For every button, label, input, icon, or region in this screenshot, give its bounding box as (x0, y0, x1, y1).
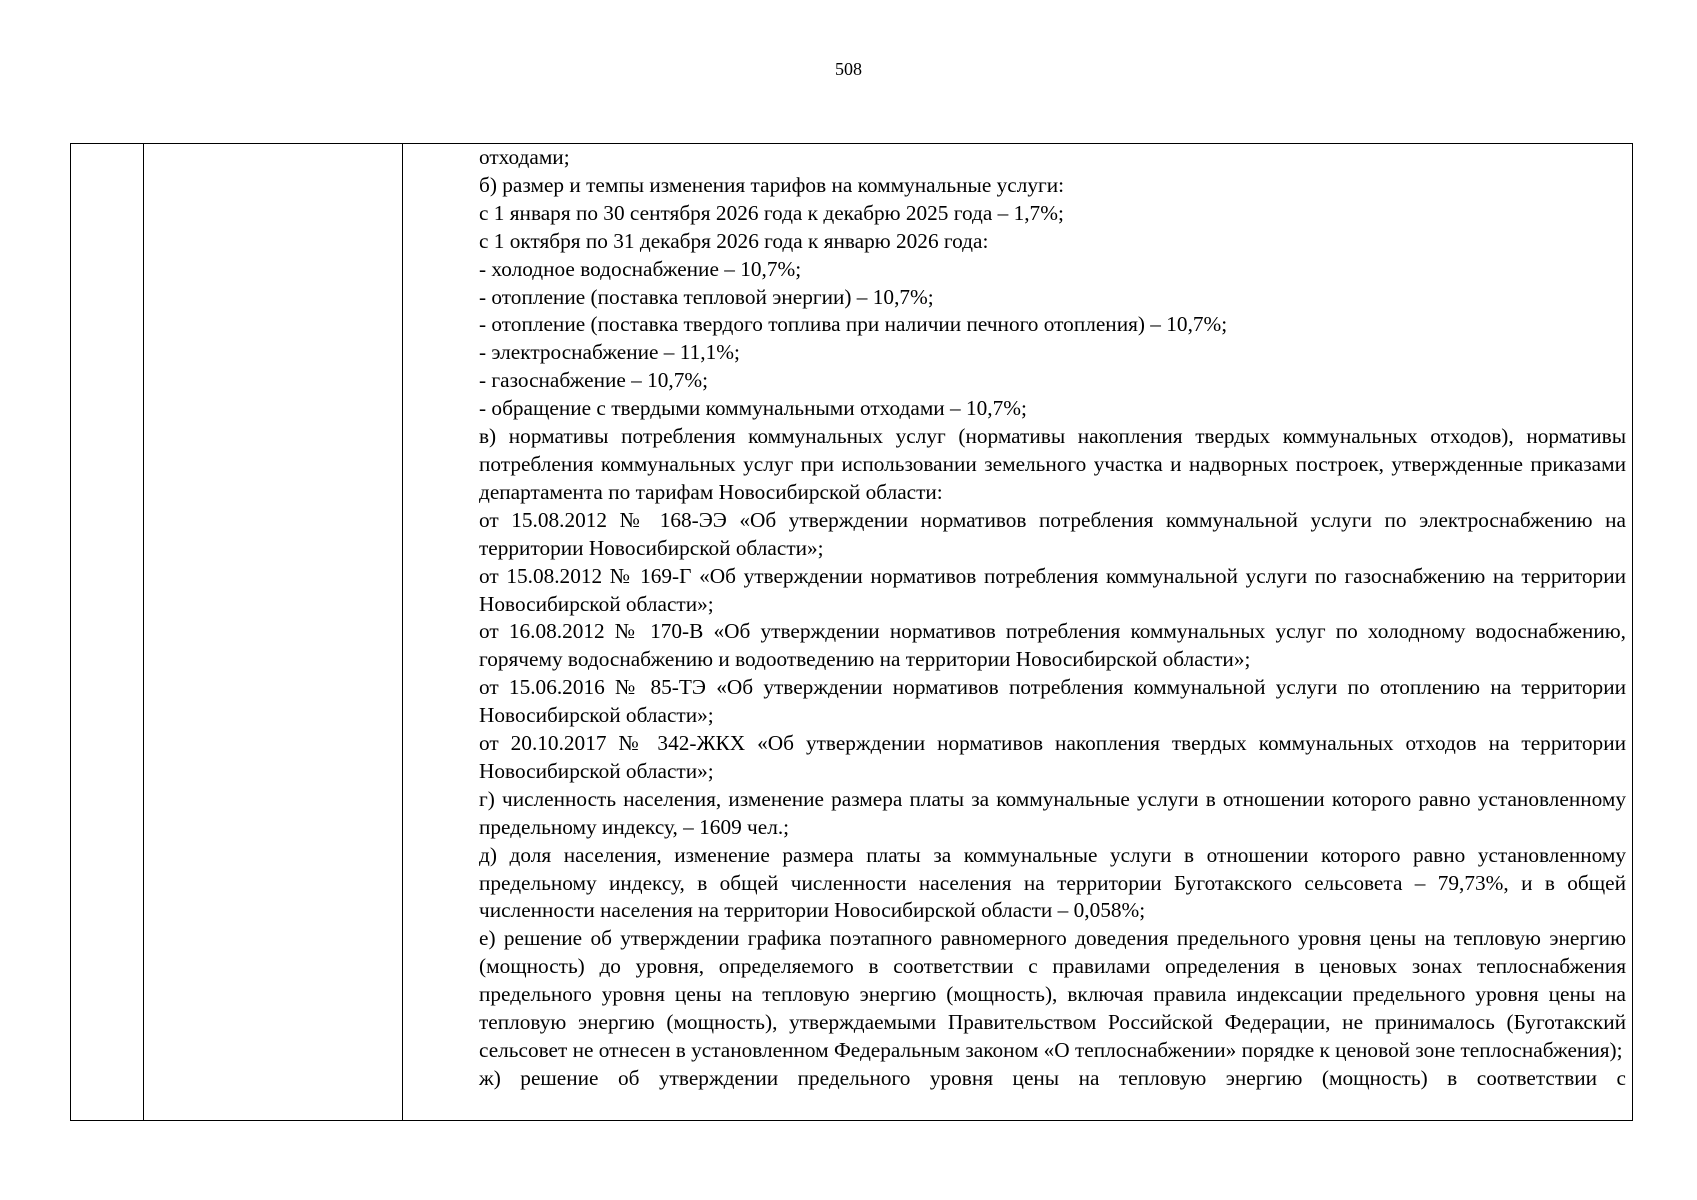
paragraph: - холодное водоснабжение – 10,7%; (479, 256, 802, 281)
paragraph: д) доля населения, изменение размера платы за коммунальные услуги в отношении которого равно установленному предельному индексу, в общей численности населения на территории Буготакского сельсовета – 79,73%, и в общей численности населения на территории Новосибирской области – 0,058%; (479, 842, 1626, 923)
document-table (70, 143, 1633, 1121)
paragraph: от 15.06.2016 № 85-ТЭ «Об утверждении нормативов потребления коммунальной услуги по отоплению на территории Новосибирской области»; (479, 675, 1626, 728)
paragraph: с 1 октября по 31 декабря 2026 года к январю 2026 года: (479, 228, 989, 253)
paragraph: - газоснабжение – 10,7%; (479, 368, 709, 393)
column-divider-2 (402, 144, 403, 1120)
paragraph: от 15.08.2012 № 168-ЭЭ «Об утверждении нормативов потребления коммунальной услуги по электроснабжению на территории Новосибирской области»; (479, 507, 1626, 560)
paragraph: - отопление (поставка твердого топлива при наличии печного отопления) – 10,7%; (479, 312, 1228, 337)
paragraph: с 1 января по 30 сентября 2026 года к декабрю 2025 года – 1,7%; (479, 200, 1064, 225)
paragraph: от 20.10.2017 № 342-ЖКХ «Об утверждении нормативов накопления твердых коммунальных отходов на территории Новосибирской области»; (479, 731, 1626, 783)
paragraph: г) численность населения, изменение размера платы за коммунальные услуги в отношении которого равно установленному предельному индексу, – 1609 чел.; (479, 786, 1626, 839)
column-divider-1 (143, 144, 144, 1120)
paragraph: - электроснабжение – 11,1%; (479, 340, 740, 365)
paragraph: в) нормативы потребления коммунальных услуг (нормативы накопления твердых коммунальных отходов), нормативы потребления коммунальных услуг при использовании земельного участка и надворных построек, утвержденные приказами департамента по тарифам Новосибирской области: (479, 424, 1626, 504)
paragraph: - обращение с твердыми коммунальными отходами – 10,7%; (479, 396, 1027, 421)
paragraph: б) размер и темпы изменения тарифов на коммунальные услуги: (479, 172, 1065, 197)
paragraph: от 15.08.2012 № 169-Г «Об утверждении нормативов потребления коммунальной услуги по газоснабжению на территории Новосибирской области»; (479, 563, 1626, 616)
paragraph: от 16.08.2012 № 170-В «Об утверждении нормативов потребления коммунальных услуг по холодному водоснабжению, горячему водоснабжению и водоотведению на территории Новосибирской области»; (479, 619, 1626, 672)
page-number: 508 (835, 59, 862, 79)
table-cell-content (479, 144, 1626, 1093)
paragraph: ж) решение об утверждении предельного уровня цены на тепловую энергию (мощность) в соответствии с (479, 1065, 1626, 1090)
paragraph: е) решение об утверждении графика поэтапного равномерного доведения предельного уровня цены на тепловую энергию (мощность) до уровня, определяемого в соответствии с правилами определения в ценовых зонах теплоснабжения предельного уровня цены на тепловую энергию (мощность), включая правила индексации предельного уровня цены на тепловую энергию (мощность), утверждаемыми Правительством Российской Федерации, не принималось (Буготакский сельсовет не отнесен в установленном Федеральным законом «О теплоснабжении» порядке к ценовой зоне теплоснабжения); (479, 926, 1626, 1062)
paragraph: - отопление (поставка тепловой энергии) – 10,7%; (479, 284, 934, 309)
paragraph: отходами; (479, 145, 570, 169)
